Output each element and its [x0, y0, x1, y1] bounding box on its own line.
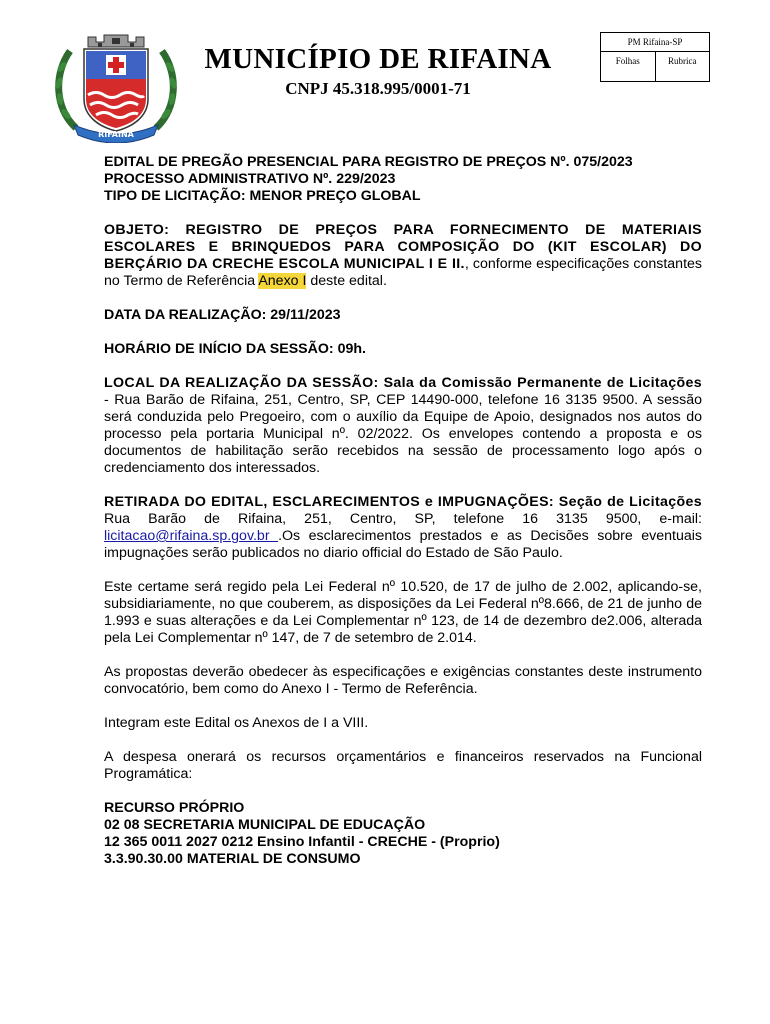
email-link[interactable]: licitacao@rifaina.sp.gov.br — [104, 528, 279, 544]
recurso-line-1: RECURSO PRÓPRIO — [104, 800, 245, 816]
municipality-title: MUNICÍPIO DE RIFAINA — [204, 43, 552, 75]
retirada-bold: RETIRADA DO EDITAL, ESCLARECIMENTOS e IMPUGNAÇÕES: Seção de Licitações — [104, 494, 702, 510]
anexo-highlight: Anexo I — [258, 273, 307, 289]
document-body — [104, 154, 702, 868]
cnpj-line: CNPJ 45.318.995/0001-71 — [285, 79, 471, 98]
local-bold: LOCAL DA REALIZAÇÃO DA SESSÃO: Sala da Comissão Permanente de Licitações — [104, 375, 702, 391]
retirada-text-2: .Os esclarecimentos prestados e as Decisões sobre eventuais impugnações serão publicados no diario official do Estado de São Paulo. — [104, 528, 702, 561]
recurso-line-2: 02 08 SECRETARIA MUNICIPAL DE EDUCAÇÃO — [104, 817, 426, 833]
anexos-paragraph: Integram este Edital os Anexos de I a VIII. — [104, 715, 369, 731]
stamp-rubrica: Rubrica — [655, 52, 710, 81]
local-paragraph — [104, 375, 702, 477]
protocol-stamp — [600, 32, 710, 82]
local-text: - Rua Barão de Rifaina, 251, Centro, SP, CEP 14490-000, telefone 16 3135 9500. A sessão será conduzida pelo Pregoeiro, com o auxílio da Equipe de Apoio, designados nos autos do processo pela portaria Municipal nº. 02/2022. Os envelopes contendo a proposta e os documentos de habilitação serão recebidos na sessão de processamento logo após o credenciamento dos interessados. — [104, 392, 702, 476]
municipal-crest-logo — [50, 33, 182, 143]
despesa-paragraph: A despesa onerará os recursos orçamentários e financeiros reservados na Funcional Programática: — [104, 749, 702, 782]
objeto-text-2: deste edital. — [306, 273, 387, 289]
objeto-bold: OBJETO: REGISTRO DE PREÇOS PARA FORNECIMENTO DE MATERIAIS ESCOLARES E BRINQUEDOS PARA COMPOSIÇÃO DO (KIT ESCOLAR) DO BERÇÁRIO DA CRECHE ESCOLA MUNICIPAL I E II. — [104, 222, 702, 272]
edital-line-1: EDITAL DE PREGÃO PRESENCIAL PARA REGISTRO DE PREÇOS Nº. 075/2023 — [104, 154, 633, 170]
data-realizacao: DATA DA REALIZAÇÃO: 29/11/2023 — [104, 307, 341, 323]
retirada-paragraph — [104, 494, 702, 562]
retirada-text-1: Rua Barão de Rifaina, 251, Centro, SP, telefone 16 3135 9500, e-mail: — [104, 511, 702, 527]
recurso-line-3: 12 365 0011 2027 0212 Ensino Infantil - CRECHE - (Proprio) — [104, 834, 500, 850]
crest-ribbon-text: RIFAINA — [98, 130, 134, 139]
propostas-paragraph: As propostas deverão obedecer às especificações e exigências constantes deste instrumento convocatório, bem como do Anexo I - Termo de Referência. — [104, 664, 702, 697]
objeto-text-1: , conforme especificações constantes no Termo de Referência — [104, 256, 702, 289]
stamp-folhas: Folhas — [615, 56, 640, 66]
stamp-header: PM Rifaina-SP — [601, 33, 709, 52]
horario-inicio: HORÁRIO DE INÍCIO DA SESSÃO: 09h. — [104, 341, 366, 357]
edital-line-3: TIPO DE LICITAÇÃO: MENOR PREÇO GLOBAL — [104, 188, 421, 204]
legal-paragraph: Este certame será regido pela Lei Federal nº 10.520, de 17 de julho de 2.002, aplicando-se, subsidiariamente, no que couberem, as disposições da Lei Federal nº8.666, de 21 de junho de 1.993 e suas alterações e da Lei Complementar nº 123, de 14 de dezembro de2.006, alterada pela Lei Complementar nº 147, de 7 de setembro de 2.014. — [104, 579, 702, 646]
objeto-paragraph — [104, 222, 702, 290]
recurso-line-4: 3.3.90.30.00 MATERIAL DE CONSUMO — [104, 851, 361, 867]
edital-line-2: PROCESSO ADMINISTRATIVO Nº. 229/2023 — [104, 171, 396, 187]
